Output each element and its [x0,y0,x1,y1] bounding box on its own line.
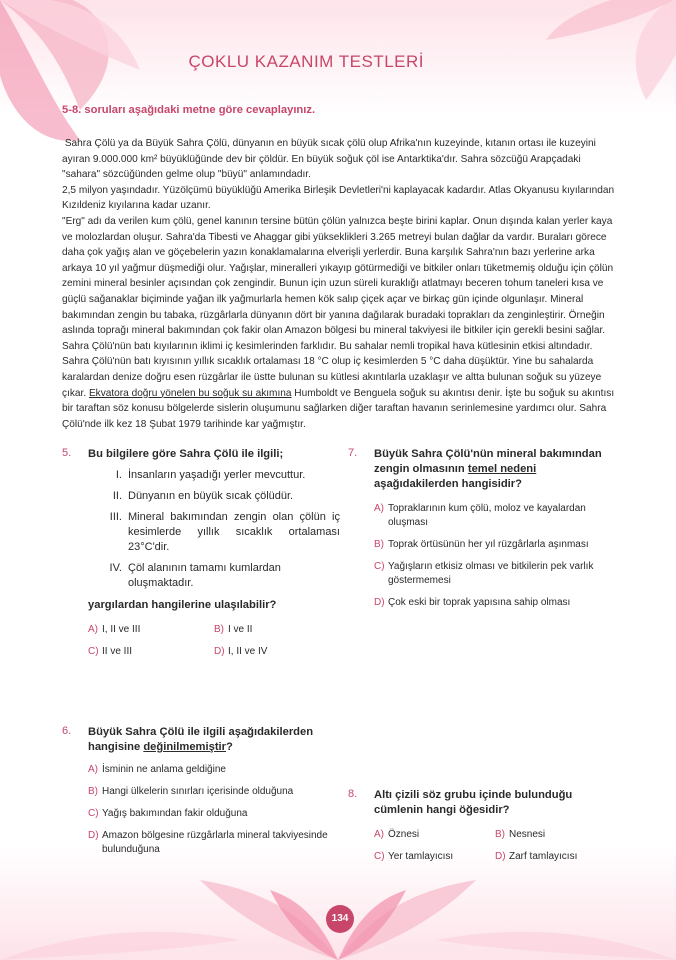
question-number: 7. [348,447,358,459]
question-8 [348,788,616,864]
option-b[interactable]: B) I ve II [214,624,253,635]
question-6 [62,725,340,857]
question-stem: Büyük Sahra Çölü'nün mineral bakımından zengin olmasının temel nedeni aşağıdakilerden hangisidir? [374,448,602,490]
statement-ii: II. Dünyanın en büyük sıcak çölüdür. [112,490,294,502]
question-number: 8. [348,788,358,800]
option-d[interactable]: D) Zarf tamlayıcısı [495,851,578,862]
option-d[interactable]: D) I, II ve IV [214,646,268,657]
question-number: 5. [62,447,72,459]
question-stem: Büyük Sahra Çölü ile ilgili aşağıdakilerden hangisine değinilmemiştir? [88,726,314,753]
question-stem: Bu bilgilere göre Sahra Çölü ile ilgili; [88,448,284,460]
option-a[interactable]: A) İsminin ne anlama geldiğine [88,764,226,775]
option-a[interactable]: A) I, II ve III [88,624,141,635]
statement-iv: IV. Çöl alanının tamamı kumlardan oluşmaktadır. [109,562,281,589]
option-b[interactable]: B) Hangi ülkelerin sınırları içerisinde olduğuna [88,786,294,797]
instruction-text: 5-8. soruları aşağıdaki metne göre cevaplayınız. [62,104,316,116]
question-ask: yargılardan hangilerine ulaşılabilir? [88,599,277,611]
option-d[interactable]: D) Çok eski bir toprak yapısına sahip olması [374,597,571,608]
option-b[interactable]: B) Toprak örtüsünün her yıl rüzgârlarla aşınması [374,539,589,550]
option-b[interactable]: B) Nesnesi [495,829,546,840]
question-number: 6. [62,725,72,737]
option-a[interactable]: A) Öznesi [374,829,420,840]
passage-paragraph-3: "Erg" adı da verilen kum çölü, genel kanının tersine bütün çölün yalnızca beşte birini kaplar. Onun dışında kalan yerler kaya ve molozlardan oluşur. Sahra'da Tibesti ve Ahaggar gibi yükseklikleri 3.265 metreyi bulan dağlar da vardır. Buraları görece daha çok yağış alan ve göçebelerin yazın konaklamalarına elverişli yerlerdir. Buna karşılık Sahra'nın bazı yerlerine arka arkaya 10 yıl yağmur düşmediği olur. Yağışlar, mineralleri yıkayıp götürmediği ve bitkiler onları tüketmemiş olduğu için çölün zemini mineral besinler açısından çok zengindir. Bunun için uzun süreli kuraklığı atlatmayı beceren tohum taneleri kısa ve güçlü sağanaklar biçiminde yağan ilk yağmurlarla hemen kök salıp çiçek açar ve birkaç gün içinde olgunlaşır. Mineral bakımından zengin bu tabaka, rüzgârlarla dünyanın dört bir yanına dağılarak buradaki toprakları da zenginleştirir. Örneğin aslında toprağı mineral bakımından çok fakir olan Amazon bölgesi bu mineral takviyesi ile bitkiler için gerekli besini sağlar. Sahra Çölü'nün batı kıyılarının iklimi iç kesimlerinden farklıdır. Bu sahalar nemli tropikal hava kütlesinin etkisi altındadır. Sahra Çölü'nün batı kıyısının yıllık sıcaklık ortalaması 18 °C olup iç kesimlerden 5 °C daha düşüktür. Yine bu sahalarda karalardan denize doğru esen rüzgârlar ile üstte bulunan su kütlesi akıntılarla uzaklaşır ve altta bulunan soğuk su yüzeye çıkar. Ekvatora doğru yönelen bu soğuk su akımına Humboldt ve Benguela soğuk su akıntısı denir. İşte bu soğuk su akıntısı bir taraftan söz konusu bölgelerde sislerin oluşumunu sağlarken diğer taraftan havanın serinlemesine yardımcı olur. Sahra Çölü'nde ilk kez 18 Şubat 1979 tarihinde kar yağmıştır. [62,215,615,430]
underlined-phrase: Ekvatora doğru yönelen bu soğuk su akımına [88,387,292,399]
passage-paragraph-1: Sahra Çölü ya da Büyük Sahra Çölü, dünyanın en büyük sıcak çölü olup Afrika'nın kuzeyinde, kıtanın ortası ile kuzeyini ayıran 9.000.000 km² büyüklüğünde dev bir çöldür. En büyük soğuk çöl ise Antarktika'dır. Sahra sözcüğü Arapçadaki "sahara" sözcüğünden gelme olup "büyü" anlamındadır. [62,138,596,181]
statement-i: I. İnsanların yaşadığı yerler mevcuttur. [115,469,306,481]
page-header-title: ÇOKLU KAZANIM TESTLERİ [188,52,424,71]
question-5 [62,447,340,659]
question-7 [348,447,616,610]
option-c[interactable]: C) II ve III [88,646,133,657]
option-a[interactable]: A) Topraklarının kum çölü, moloz ve kayalardan oluşması [374,503,586,528]
statement-iii: III. Mineral bakımından zengin olan çölün iç kesimlerde yıllık sıcaklık ortalaması 23°C'dir. [109,511,340,553]
option-c[interactable]: C) Yağışların etkisiz olması ve bitkilerin pek varlık göstermemesi [374,561,594,586]
question-stem: Altı çizili söz grubu içinde bulunduğu cümlenin hangi öğesidir? [374,789,573,816]
option-d[interactable]: D) Amazon bölgesine rüzgârlarla mineral takviyesinde bulunduğuna [88,830,328,855]
reading-passage [62,136,616,432]
page-number-badge: 134 [326,905,354,933]
option-c[interactable]: C) Yer tamlayıcısı [374,851,454,862]
passage-paragraph-2: 2,5 milyon yaşındadır. Yüzölçümü büyüklüğü Amerika Birleşik Devletleri'ni kaplayacak kadardır. Atlas Okyanusu kıyılarından Kızıldeniz kıyılarına kadar uzanır. [62,184,615,212]
option-c[interactable]: C) Yağış bakımından fakir olduğuna [88,808,248,819]
